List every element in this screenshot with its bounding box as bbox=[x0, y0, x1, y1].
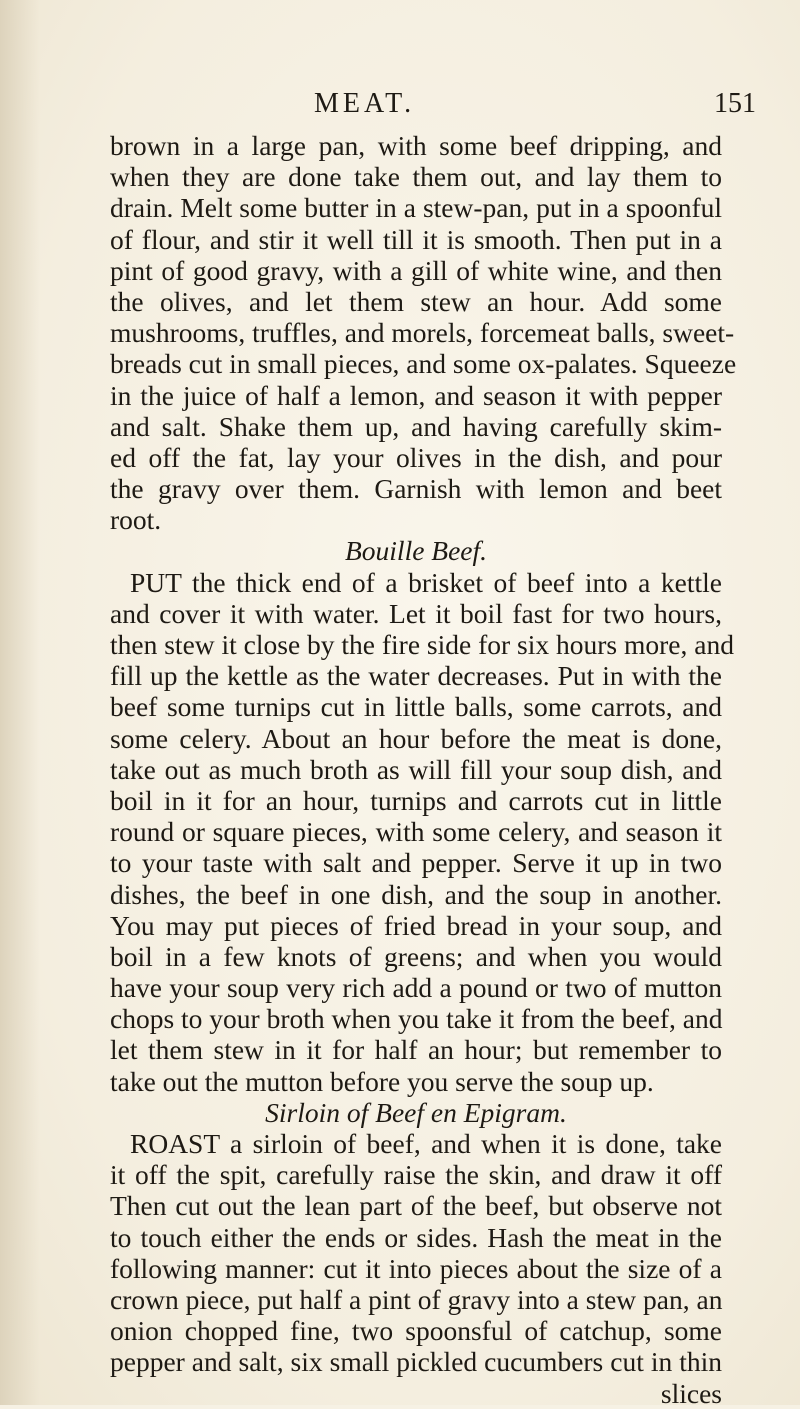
text-line: You may put pieces of fried bread in your soup, and bbox=[110, 909, 722, 941]
text-line: to your taste with salt and pepper. Serve it up in two bbox=[110, 847, 722, 879]
page-body bbox=[110, 130, 737, 1409]
text-line: fill up the kettle as the water decreases. Put in with the bbox=[110, 660, 722, 692]
text-line: onion chopped fine, two spoonsful of catchup, some bbox=[110, 1315, 722, 1347]
text-line: of flour, and stir it well till it is smooth. Then put in a bbox=[110, 223, 722, 255]
text-line: PUT the thick end of a brisket of beef into a kettle bbox=[130, 566, 722, 598]
text-line: then stew it close by the fire side for six hours more, and bbox=[110, 629, 734, 660]
text-line: boil in it for an hour, turnips and carrots cut in little bbox=[110, 784, 722, 816]
recipe-title: Bouille Beef. bbox=[344, 535, 488, 567]
text-line: in the juice of half a lemon, and season it with pepper bbox=[110, 379, 722, 411]
text-line: it off the spit, carefully raise the skin, and draw it off bbox=[110, 1159, 722, 1191]
text-line: boil in a few knots of greens; and when you would bbox=[110, 940, 722, 972]
recipe-bouille-beef bbox=[110, 535, 734, 1097]
text-line: drain. Melt some butter in a stew-pan, put in a spoonful bbox=[110, 192, 722, 224]
recipe-title: Sirloin of Beef en Epigram. bbox=[265, 1096, 567, 1128]
text-line: some celery. About an hour before the meat is done, bbox=[110, 722, 722, 754]
text-line: round or square pieces, with some celery, and season it bbox=[110, 816, 722, 848]
text-line: let them stew in it for half an hour; but remember to bbox=[110, 1034, 722, 1066]
page-number: 151 bbox=[714, 88, 756, 119]
text-line: mushrooms, truffles, and morels, forcemeat balls, sweet- bbox=[110, 317, 735, 349]
text-line: have your soup very rich add a pound or two of mutton bbox=[110, 972, 722, 1004]
text-line: following manner: cut it into pieces about the size of a bbox=[110, 1252, 722, 1284]
text-line: pepper and salt, six small pickled cucumbers cut in thin bbox=[110, 1346, 722, 1378]
text-line: crown piece, put half a pint of gravy into a stew pan, an bbox=[110, 1283, 723, 1315]
text-line: and cover it with water. Let it boil fast for two hours, bbox=[110, 597, 722, 629]
text-line: breads cut in small pieces, and some ox-palates. Squeeze bbox=[110, 348, 737, 380]
paragraph-olives bbox=[110, 130, 737, 536]
text-line: the gravy over them. Garnish with lemon and beet bbox=[110, 473, 722, 505]
text-line: the olives, and let them stew an hour. Add some bbox=[110, 285, 722, 317]
text-line: Then cut out the lean part of the beef, but observe not bbox=[110, 1190, 722, 1222]
catchword: slices bbox=[660, 1377, 722, 1409]
page-gutter-shadow bbox=[0, 0, 40, 1405]
text-line: brown in a large pan, with some beef dripping, and bbox=[110, 130, 722, 161]
text-line: ROAST a sirloin of beef, and when it is done, take bbox=[130, 1128, 722, 1159]
text-line: to touch either the ends or sides. Hash the meat in the bbox=[110, 1221, 722, 1253]
page-header bbox=[0, 84, 800, 124]
text-line: beef some turnips cut in little balls, some carrots, and bbox=[110, 691, 722, 723]
recipe-sirloin-en-epigram bbox=[110, 1097, 722, 1409]
text-line: when they are done take them out, and lay them to bbox=[110, 161, 722, 193]
text-line: and salt. Shake them up, and having carefully skim- bbox=[110, 410, 722, 442]
text-line: take out as much broth as will fill your soup dish, and bbox=[110, 753, 722, 785]
text-line: dishes, the beef in one dish, and the soup in another. bbox=[110, 878, 722, 910]
running-head: MEAT. bbox=[314, 88, 416, 119]
text-line: take out the mutton before you serve the soup up. bbox=[110, 1065, 654, 1097]
text-line: pint of good gravy, with a gill of white wine, and then bbox=[110, 254, 722, 286]
text-line: root. bbox=[110, 504, 162, 536]
text-line: ed off the fat, lay your olives in the dish, and pour bbox=[110, 441, 722, 473]
text-line: chops to your broth when you take it from the beef, and bbox=[110, 1003, 723, 1035]
